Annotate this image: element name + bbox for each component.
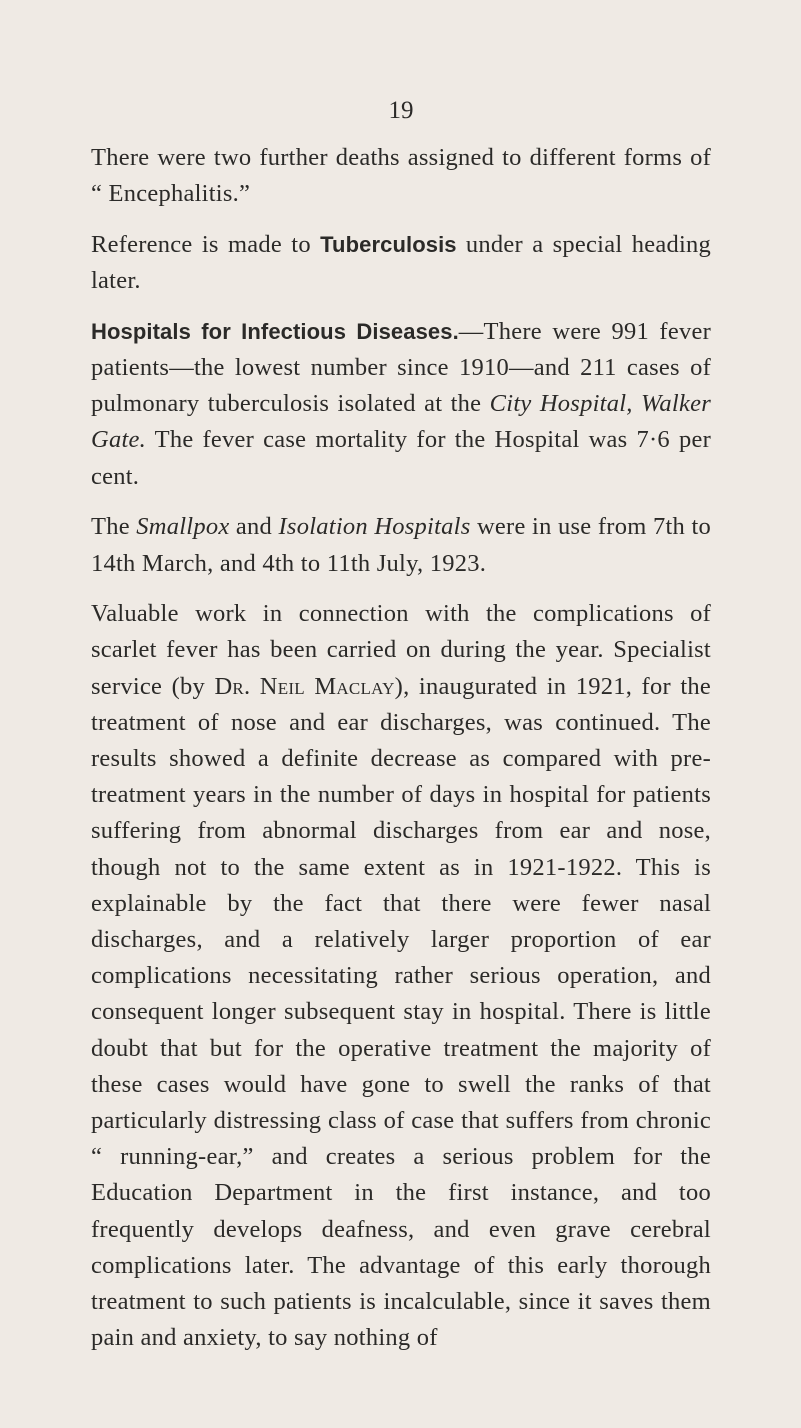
scarlet-fever-before: Valuable work in connection with the complications of scarlet fever has been carried on during the year. Specialist service (by bbox=[91, 600, 711, 700]
paragraph-encephalitis-text: There were two further deaths assigned to different forms of “ Encephalitis.” bbox=[91, 144, 711, 208]
paragraph-infectious-hospitals bbox=[91, 314, 711, 495]
body-text bbox=[91, 140, 711, 1371]
tuberculosis-term: Tuberculosis bbox=[320, 231, 457, 257]
isolation-hospitals-term: Isolation Hospitals bbox=[278, 513, 471, 541]
paragraph-scarlet-fever bbox=[91, 596, 711, 1356]
paragraph-tuberculosis-reference bbox=[91, 227, 711, 299]
smallpox-mid: and bbox=[229, 513, 279, 541]
page-number: 19 bbox=[388, 97, 414, 124]
city-hospital-name: City Hospital, Walker Gate. bbox=[91, 390, 711, 454]
specialist-name: Dr. Neil Maclay bbox=[214, 672, 395, 700]
infectious-hospitals-text-b: The fever case mortality for the Hospital was 7·6 per cent. bbox=[91, 426, 711, 490]
paragraph-smallpox-isolation bbox=[91, 509, 711, 581]
smallpox-before: The bbox=[91, 513, 137, 541]
tuberculosis-reference-before: Reference is made to bbox=[91, 230, 321, 258]
infectious-hospitals-heading: Hospitals for Infectious Diseases. bbox=[91, 318, 459, 344]
smallpox-after: were in use from 7th to 14th March, and 4th to 11th July, 1923. bbox=[91, 513, 712, 577]
smallpox-term: Smallpox bbox=[136, 513, 230, 541]
scarlet-fever-after: ), inaugurated in 1921, for the treatment of nose and ear discharges, was continued. The results showed a definite decrease as compared with pre-treatment years in the number of days in hospital for patients suffering from abnormal discharges from ear and nose, though not to the same extent as in 1921-1922. This is explainable by the fact that there were fewer nasal discharges, and a relatively larger proportion of ear complications necessitating rather serious operation, and consequent longer subsequent stay in hospital. There is little doubt that but for the operative treatment the majority of these cases would have gone to swell the ranks of that particularly distressing class of case that suffers from chronic “ running-ear,” and creates a serious problem for the Education Department in the first instance, and too frequently develops deafness, and even grave cerebral complications later. The advantage of this early thorough treatment to such patients is incalculable, since it saves them pain and anxiety, to say nothing of bbox=[91, 672, 712, 1352]
tuberculosis-reference-after: under a special heading later. bbox=[91, 230, 711, 295]
paragraph-encephalitis bbox=[91, 140, 711, 212]
infectious-hospitals-text-a: —There were 991 fever patients—the lowest number since 1910—and 211 cases of pulmonary tuberculosis isolated at the bbox=[91, 317, 711, 418]
